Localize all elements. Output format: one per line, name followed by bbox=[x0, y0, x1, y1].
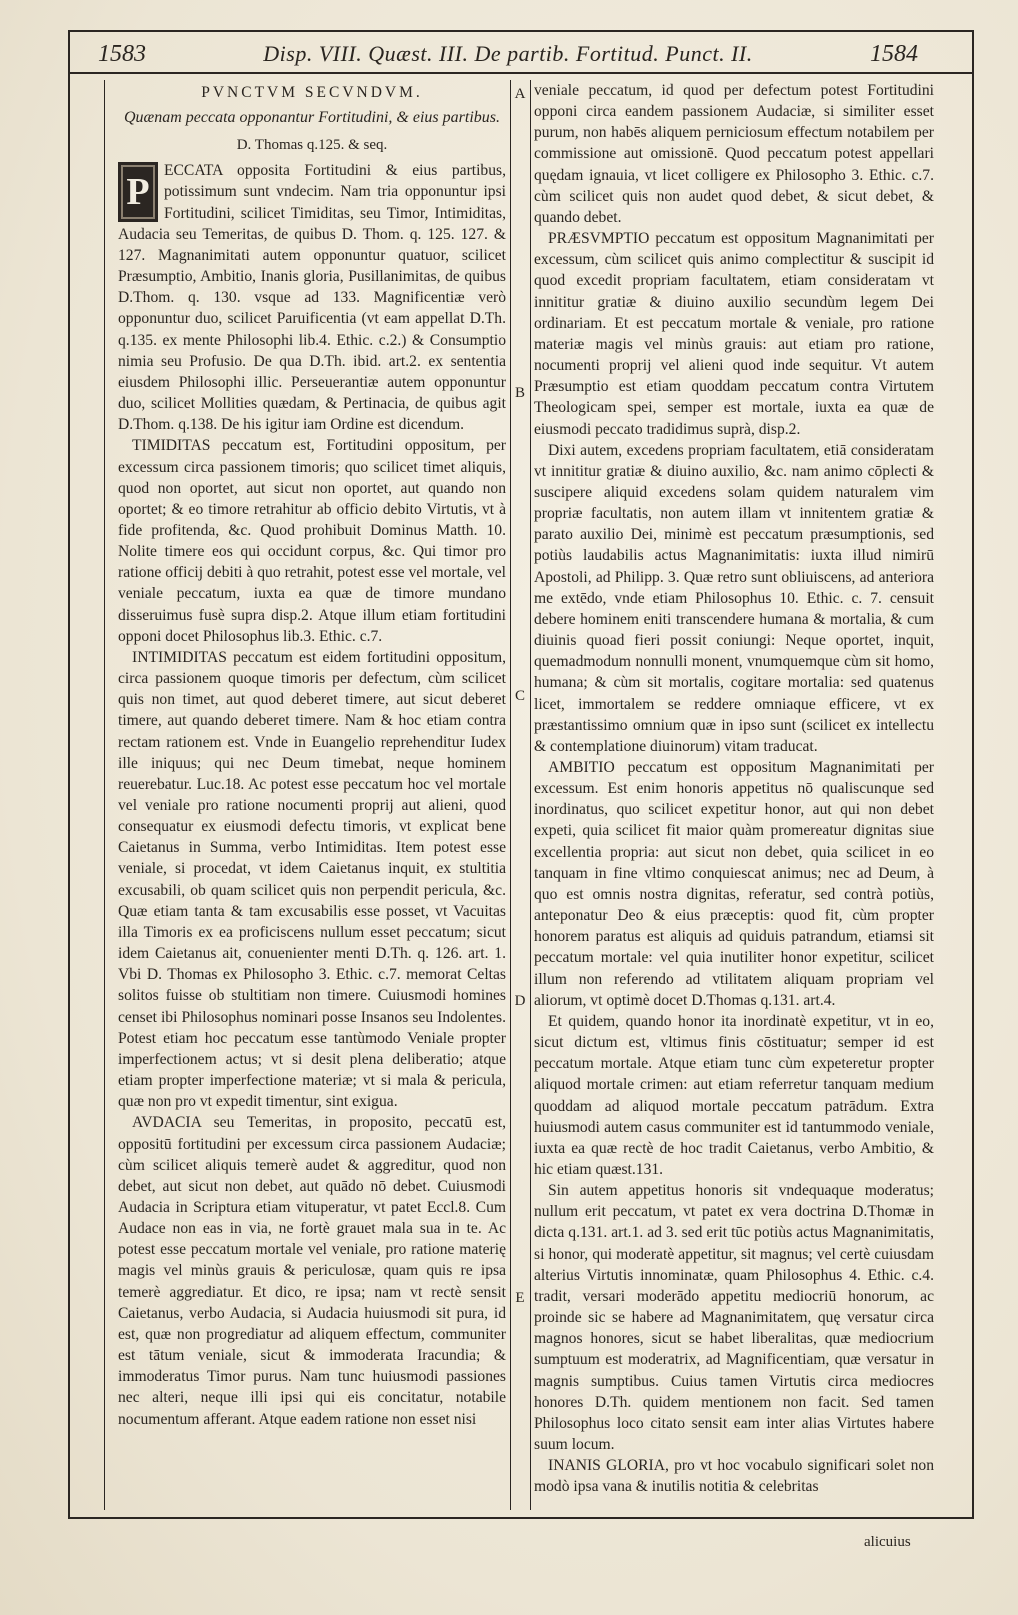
paragraph-et-quidem: Et quidem, quando honor ita inordinatè expetitur, vt in eo, sicut dictum est, vltimus finis cōstituatur; semper id est peccatum mortale. Atque etiam tunc cùm expeteretur propter aliquod mortale crimen: aut etiam referretur tanquam medium quoddam ad aliquod mortale peccatum patrādum. Extra huiusmodi autem casus communiter est id tantummodo veniale, iuxta ea quæ rectè de hoc tradit Caietanus, verbo Ambitio, & hic etiam quæst.131. bbox=[534, 1012, 934, 1178]
question-title: Quænam peccata opponantur Fortitudini, & eius partibus. bbox=[124, 109, 500, 127]
left-border-rule bbox=[104, 80, 105, 1510]
paragraph-praesumptio: PRÆSVMPTIO peccatum est oppositum Magnanimitati per excessum, cùm scilicet quis animo complectitur & suscipit id quod excedit propriam facultatem, etiam consideratam vt innititur gratiæ & diuino auxilio secundùm legem Dei ordinariam. Et est peccatum mortale & veniale, pro ratione materiæ magis vel minùs grauis: aut etiam pro ratione, nocumenti proprij vel alieni quod inde sequitur. Vt autem Præsumptio est etiam quoddam peccatum contra Virtutem Theologicam spei, semper est mortale, iuxta ea quæ de eiusmodi peccato tradidimus suprà, disp.2. bbox=[534, 230, 934, 438]
opening-paragraph-wrap bbox=[118, 160, 506, 435]
margin-letter-e: E bbox=[515, 1290, 525, 1306]
paragraph-ambitio: AMBITIO peccatum est oppositum Magnanimitati per excessum. Est enim honoris appetitus nō qualiscunque sed inordinatus, quo scilicet expetitur honor, aut qui non debet expeti, quia scilicet fit maior quàm promereatur dignitas siue excellentia propria: aut sicut non debet, quia scilicet in eo tanquam in fine vltimo conquiescat animus; nec ad Deum, à quo est omnis nostra dignitas, referatur, sed contrà potiùs, anteponatur Deo & eius præceptis: quod fit, cùm propter honorem paratus est aliquis ad quiduis patrandum, etiamsi sit peccatum mortale: vel quia inutiliter honor expetitur, scilicet illum non referendo ad vtilitatem aliquam propriam vel aliorum, vt optimè docet D.Thomas q.131. art.4. bbox=[534, 759, 934, 1009]
paragraph-timiditas: TIMIDITAS peccatum est, Fortitudini oppositum, per excessum circa passionem timoris; quo scilicet timet aliquis, quod non oportet, aut sicut non oportet, aut quando non oportet; & eo timore retrahitur ab officio debito Virtutis, vt à fide profitenda, &c. Quod prohibuit Dominus Matth. 10. Nolite timere eos qui occidunt corpus, &c. Qui timor pro ratione officij debiti à quo retrahit, potest esse vel mortale, vel veniale peccatum, iuxta ea quæ de timore mundano disseruimus fusè supra disp.2. Atque illum etiam fortitudini opponi docet Philosophus lib.3. Ethic. c.7. bbox=[118, 437, 506, 645]
paragraph-intimiditas: INTIMIDITAS peccatum est eidem fortitudini oppositum, circa passionem quoque timoris per defectum, cùm scilicet quis non timet, aut quod deberet timere, aut sicut deberet timere, aut quando deberet timere. Nam & hoc etiam contra rectam rationem est. Vnde in Euangelio reprehenditur Iudex ille iniquus; qui nec Deum timebat, neque hominem reuerebatur. Luc.18. Ac potest esse peccatum hoc vel mortale vel veniale pro ratione nocumenti proprij aut alieni, quod consequatur ex eiusmodi defectu timoris, vt explicat bene Caietanus in Summa, verbo Intimiditas. Item potest esse veniale, si procedat, vt idem Caietanus inquit, ex stultitia excusabili, ob quam scilicet quis non perpendit pericula, &c. Quæ etiam tanta & tam excusabilis esse posset, vt Vacuitas illa Timoris ex ea proficiscens nullum esset peccatum; sicut idem Caietanus ait, conuenienter menti D.Th. q. 126. art. 1. Vbi D. Thomas ex Philosopho 3. Ethic. c.7. memorat Celtas solitos fuisse ob stultitiam non timere. Cuiusmodi homines censet ibi Philosophus nominari posse Insanos seu Indolentes. Potest etiam hoc peccatum esse tantùmodo Veniale propter imperfectionem actus; vt si desit plena deliberatio; atque etiam propter imperfectione materiæ; vt si mala & pericula, quæ non pro vt expedit timentur, sint exigua. bbox=[118, 648, 506, 1111]
paragraph-dixi-autem: Dixi autem, excedens propriam facultatem, etiā consideratam vt innititur gratiæ & diuino auxilio, &c. nam animo cōplecti & suscipere aliquid excedens solam quidem naturalem vim propriæ facultatis, non autem illam vt innitentem gratiæ & parato auxilio Dei, minimè est peccatum præsumptionis, sed potiùs laudabilis actus Magnanimitatis: iuxta illud nimirū Apostoli, ad Philipp. 3. Quæ retro sunt obliuiscens, ad anteriora me extēdo, vnde etiam Philosophus 10. Ethic. c. 7. censuit debere hominem eniti transcendere humana & mortalia, & cum diuinis quoad fieri possit coniungi: Neque oportet, inquit, quemadmodum nonnulli monent, vnumquemque cùm sit homo, humana; & cùm sit mortalis, cogitare mortalia: sed quatenus licet, immortalem se reddere omniaque efficere, vt ex præstantissimo omnium quæ in ipso sunt (scilicet ex intellectu & contemplatione diuinorum) vitam traducat. bbox=[534, 441, 934, 755]
margin-letter-a: A bbox=[514, 86, 526, 102]
running-title: Disp. VIII. Quæst. III. De partib. Fortitud. Punct. II. bbox=[263, 41, 753, 66]
paragraph-veniale: veniale peccatum, id quod per defectum potest Fortitudini opponi circa eandem passionem Audaciæ, si similiter esset purum, non habēs aliquem perniciosum effectum notabilem per commissione aut omissionē. Quod peccatum potest appellari quędam ignauia, vt licet colligere ex Philosopho 3. Ethic. c.7. cùm scilicet quis non audet quod debet, & sicut debet, & quando debet. bbox=[534, 82, 934, 226]
margin-letter-c: C bbox=[514, 688, 525, 704]
paragraph-audacia: AVDACIA seu Temeritas, in proposito, peccatū est, oppositū fortitudini per excessum circa passionem Audaciæ; cùm scilicet aliquis temerè audet & aggreditur, quod non debet, aut sicut non debet, aut quādo nō debet. Cuiusmodi Audacia in Scriptura etiam vituperatur, vt patet Eccl.8. Cum Audace non eas in via, ne fortè grauet mala sua in te. Ac potest esse peccatum mortale vel veniale, pro ratione materię magis vel minùs grauis & periculosæ, quam quis re ipsa temerè aggrediatur. Et dico, re ipsa; nam vt rectè sensit Caietanus, verbo Audacia, si Audacia huiusmodi sit pura, id est, quæ non progrediatur ad aliquem effectum, communiter est tātum veniale, sicut & immoderata Iracundia; & immoderatus Timor purus. Nam tunc huiusmodi passiones nec alteri, neque illi ipsi qui eis concitatur, notabile nocumentum afferant. Atque eadem ratione non esset nisi bbox=[118, 1114, 506, 1428]
paragraph-sin-autem: Sin autem appetitus honoris sit vndequaque moderatus; nullum erit peccatum, vt patet ex vera doctrina D.Thomæ in dicta q.131. art.1. ad 3. sed erit tūc potiùs actus Magnanimitatis, si honor, qui moderatè appetitur, sit magnus; vel certè cuiusdam alterius Virtutis innominatæ, quam Philosophus 4. Ethic. c.4. tradit, versari moderādo appetitu mediocriū honorum, ac proinde sic se habere ad Magnanimitatem, quę versatur circa magnos honores, sicut se habet liberalitas, quæ mediocrium sumptuum est moderatrix, ad Magnificentiam, quæ versatur in magnis sumptibus. Cuius tamen Virtutis circa mediocres honores D.Th. quidem mentionem non facit. Sed tamen Philosophus loco citato sensit eam inter alias Virtutes habere suum locum. bbox=[534, 1182, 934, 1453]
section-heading: PVNCTVM SECVNDVM. bbox=[201, 84, 423, 101]
paragraph-inanis-gloria: INANIS GLORIA, pro vt hoc vocabulo significari solet non modò ipsa vana & inutilis notitia & celebritas bbox=[534, 1457, 934, 1496]
right-column bbox=[534, 80, 934, 1497]
left-column bbox=[118, 80, 506, 1430]
page-number-left: 1583 bbox=[98, 40, 146, 67]
running-header bbox=[98, 38, 918, 70]
header-rule bbox=[68, 72, 972, 74]
column-divider-right bbox=[530, 80, 531, 1510]
catchword: alicuius bbox=[864, 1534, 911, 1550]
decorated-initial: P bbox=[118, 162, 158, 222]
reference-line: D. Thomas q.125. & seq. bbox=[236, 137, 388, 154]
margin-letter-b: B bbox=[514, 385, 525, 401]
margin-letter-d: D bbox=[514, 993, 526, 1009]
page-number-right: 1584 bbox=[870, 40, 918, 67]
paragraph-peccata: ECCATA opposita Fortitudini & eius partibus, potissimum sunt vndecim. Nam tria opponuntur ipsi Fortitudini, scilicet Timiditas, seu Timor, Intimiditas, Audacia seu Temeritas, de quibus D. Thom. q. 125. 127. & 127. Magnanimitati autem opponuntur quatuor, scilicet Præsumptio, Ambitio, Inanis gloria, Pusillanimitas, de quibus D.Thom. q. 130. vsque ad 133. Magnificentiæ verò opponuntur duo, scilicet Paruificentia (vt eam appellat D.Th. q.135. ex mente Philosophi lib.4. Ethic. c.2.) & Consumptio nimia seu Profusio. De qua D.Th. ibid. art.2. ex sententia eiusdem Philosophi illic. Perseuerantiæ autem opponuntur duo, scilicet Mollities quædam, & Pertinacia, de quibus agit D.Thom. q.138. De his igitur iam Ordine est dicendum. bbox=[118, 162, 506, 434]
